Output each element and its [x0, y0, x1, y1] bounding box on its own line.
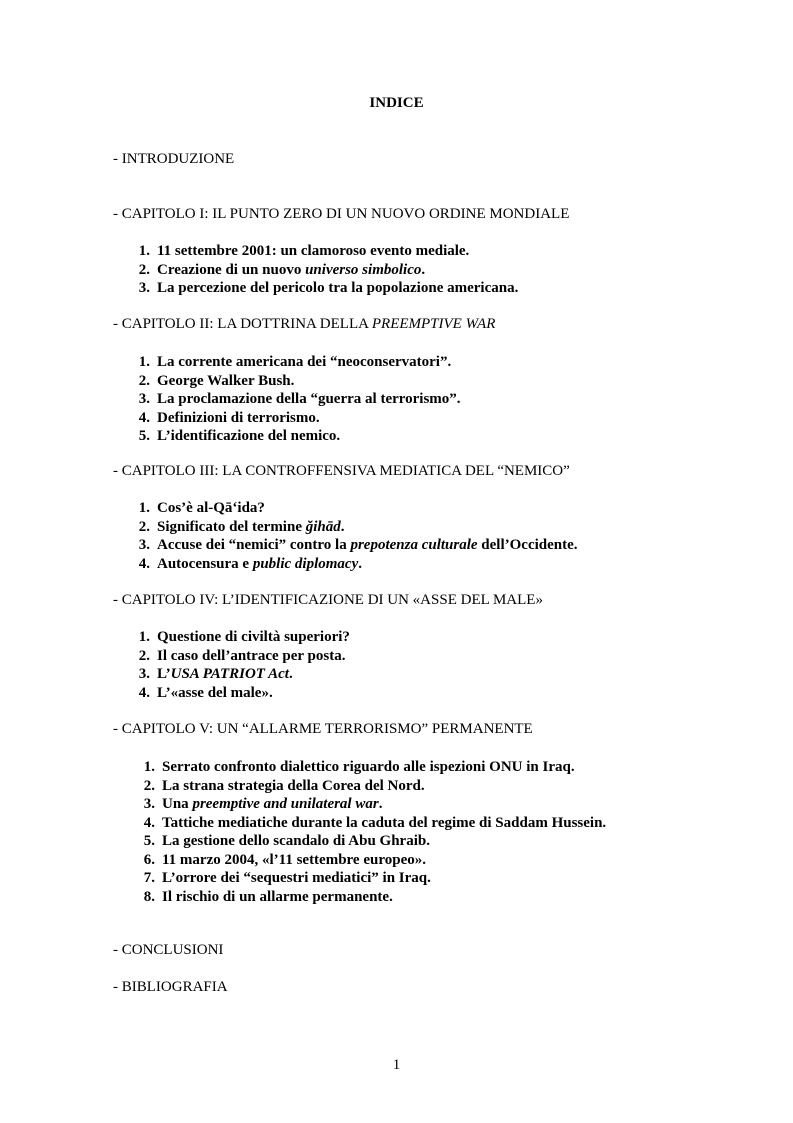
item-text: La gestione dello scandalo di Abu Ghraib.	[162, 833, 430, 849]
item-number: 2.	[143, 777, 155, 794]
item-number: 3.	[138, 280, 150, 296]
list-item	[138, 279, 519, 298]
chapter-1-heading	[113, 206, 569, 223]
item-number: 1.	[138, 500, 150, 516]
chapter-heading-text: - CAPITOLO II: LA DOTTRINA DELLA	[113, 316, 372, 332]
item-text: L’identificazione del nemico.	[157, 428, 341, 444]
item-number: 6.	[143, 851, 155, 868]
list-item	[138, 427, 461, 446]
item-text: Definizioni di terrorismo.	[157, 409, 320, 426]
chapter-heading-emphasis: PREEMPTIVE WAR	[371, 316, 496, 332]
list-item	[138, 628, 350, 647]
item-text: 11 marzo 2004, «l’11 settembre europeo».	[162, 851, 426, 868]
item-number: 4.	[138, 555, 150, 572]
chapter-4-heading	[113, 592, 543, 609]
item-text: Il rischio di un allarme permanente.	[162, 888, 393, 905]
item-text: Questione di civiltà superiori?	[157, 629, 350, 645]
list-item	[138, 536, 578, 555]
item-text: L’«asse del male».	[157, 684, 273, 701]
item-number: 1.	[138, 629, 150, 645]
item-number: 2.	[138, 261, 150, 278]
list-item	[143, 795, 606, 814]
index-title: INDICE	[369, 95, 424, 111]
item-text: 11 settembre 2001: un clamoroso evento mediale.	[157, 243, 470, 259]
item-text: Una	[162, 796, 193, 812]
item-emphasis: prepotenza culturale	[350, 537, 478, 553]
list-item	[143, 832, 606, 851]
item-text-end: .	[288, 666, 293, 682]
list-item	[138, 684, 350, 703]
list-item	[138, 261, 518, 280]
introduzione-entry: - INTRODUZIONE	[113, 151, 235, 167]
chapter-3-heading	[113, 463, 570, 480]
item-number: 3.	[138, 537, 150, 553]
item-text-end: .	[421, 261, 426, 278]
item-text: La corrente americana dei “neoconservatori”.	[157, 354, 452, 370]
item-text: Significato del termine	[157, 518, 306, 535]
item-number: 4.	[143, 814, 155, 831]
item-number: 2.	[138, 647, 150, 664]
item-number: 1.	[143, 759, 155, 775]
chapter-1-list	[138, 242, 519, 298]
conclusioni-entry: - CONCLUSIONI	[113, 942, 224, 958]
item-text: Cos’è al-Qā‘ida?	[157, 500, 265, 516]
item-number: 1.	[138, 354, 150, 370]
item-number: 2.	[138, 372, 150, 389]
chapter-heading-text: - CAPITOLO IV: L’IDENTIFICAZIONE DI UN «ASSE DEL MALE»	[113, 592, 543, 608]
list-item	[143, 851, 606, 870]
item-emphasis: universo simbolico	[305, 261, 422, 278]
item-text: Il caso dell’antrace per posta.	[157, 647, 346, 664]
item-text: La proclamazione della “guerra al terrorismo”.	[157, 391, 461, 407]
list-item	[143, 777, 606, 796]
chapter-heading-text: - CAPITOLO V: UN “ALLARME TERRORISMO” PERMANENTE	[113, 721, 533, 737]
item-number: 2.	[138, 518, 150, 535]
item-emphasis: preemptive and unilateral war	[192, 796, 379, 812]
item-text-end: .	[340, 518, 345, 535]
list-item	[138, 665, 350, 684]
item-text: Serrato confronto dialettico riguardo alle ispezioni ONU in Iraq.	[162, 759, 575, 775]
list-item	[143, 869, 606, 888]
list-item	[138, 647, 350, 666]
chapter-5-heading	[113, 721, 533, 738]
item-text-end: dell’Occidente.	[477, 537, 578, 553]
list-item	[143, 888, 606, 907]
item-number: 3.	[138, 666, 150, 682]
item-text: La percezione del pericolo tra la popolazione americana.	[157, 280, 519, 296]
list-item	[138, 353, 461, 372]
item-text: Tattiche mediatiche durante la caduta del regime di Saddam Hussein.	[162, 814, 607, 831]
list-item	[138, 390, 461, 409]
list-item	[138, 518, 578, 537]
item-text: Accuse dei “nemici” contro la	[157, 537, 351, 553]
list-item	[138, 499, 578, 518]
list-item	[138, 409, 461, 428]
list-item	[143, 758, 606, 777]
item-number: 1.	[138, 243, 150, 259]
item-text: George Walker Bush.	[157, 372, 295, 389]
item-text: Autocensura e	[157, 555, 253, 572]
bibliografia-entry: - BIBLIOGRAFIA	[113, 979, 228, 995]
item-number: 7.	[143, 870, 155, 886]
item-text-end: .	[378, 796, 383, 812]
item-text: L’orrore dei “sequestri mediatici” in Iraq.	[162, 870, 431, 886]
item-text: La strana strategia della Corea del Nord.	[162, 777, 425, 794]
page-number: 1	[392, 1057, 401, 1073]
chapter-3-list	[138, 499, 578, 573]
chapter-heading-text: - CAPITOLO I: IL PUNTO ZERO DI UN NUOVO ORDINE MONDIALE	[113, 206, 570, 222]
chapter-2-list	[138, 353, 461, 446]
list-item	[138, 372, 461, 391]
item-number: 4.	[138, 684, 150, 701]
list-item	[138, 242, 518, 261]
item-text: Creazione di un nuovo	[157, 261, 306, 278]
item-number: 5.	[138, 428, 150, 444]
item-emphasis: ğihād	[305, 518, 341, 535]
item-number: 8.	[143, 888, 155, 905]
item-emphasis: USA PATRIOT Act	[170, 666, 289, 682]
chapter-5-list	[143, 758, 607, 906]
chapter-heading-text: - CAPITOLO III: LA CONTROFFENSIVA MEDIATICA DEL “NEMICO”	[113, 463, 570, 479]
chapter-4-list	[138, 628, 350, 702]
item-number: 4.	[138, 409, 150, 426]
item-text-end: .	[358, 555, 362, 572]
item-number: 5.	[143, 833, 155, 849]
item-text: L’	[157, 666, 171, 682]
item-number: 3.	[138, 391, 150, 407]
chapter-2-heading	[113, 316, 495, 333]
item-emphasis: public diplomacy	[252, 555, 359, 572]
item-number: 3.	[143, 796, 155, 812]
list-item	[143, 814, 607, 833]
list-item	[138, 555, 578, 574]
